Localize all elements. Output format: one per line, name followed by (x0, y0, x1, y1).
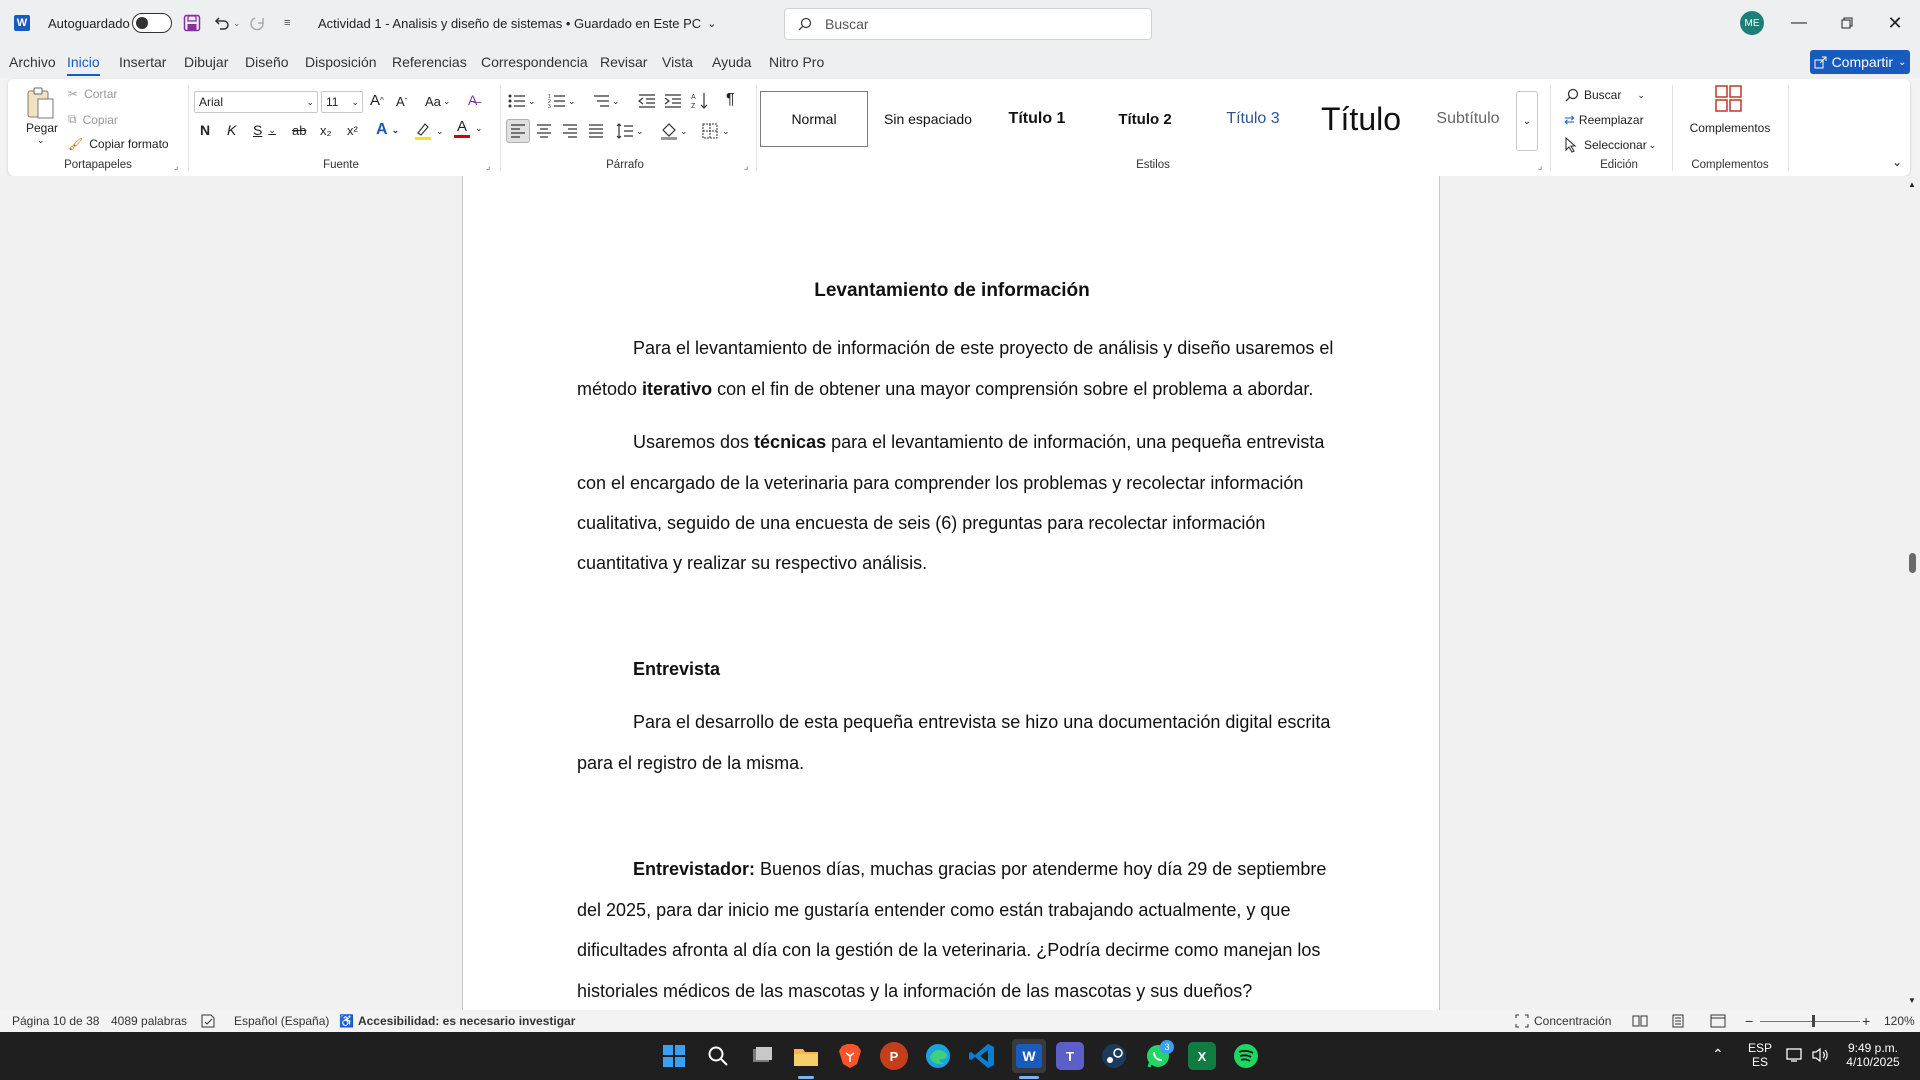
zoom-level[interactable]: 120% (1884, 1014, 1915, 1028)
accessibility-icon: ♿ (339, 1014, 354, 1028)
multilevel-list-icon (592, 93, 610, 109)
brave-icon[interactable] (836, 1042, 864, 1070)
powerpoint-icon[interactable]: P (880, 1042, 908, 1070)
collapse-ribbon-icon[interactable]: ⌄ (1892, 155, 1903, 169)
ribbon-tabs (0, 46, 1920, 78)
paste-button[interactable]: Pegar (26, 121, 59, 135)
proofing-icon[interactable] (201, 1010, 215, 1032)
save-icon[interactable] (183, 0, 201, 46)
title-bar (0, 0, 1920, 46)
text-effects-button[interactable]: A ⌄ (376, 121, 400, 138)
group-label-fuente: Fuente (323, 159, 359, 171)
tab-disposicion[interactable]: Disposición (305, 54, 377, 70)
paragraph-line: para el registro de la misma. (577, 753, 805, 773)
volume-icon[interactable] (1812, 1047, 1830, 1066)
active-indicator (798, 1076, 814, 1079)
close-button[interactable]: ✕ (1887, 12, 1903, 33)
vertical-scrollbar[interactable] (1904, 176, 1920, 1010)
highlight-button[interactable]: ⌄ (414, 121, 444, 141)
strikethrough-button[interactable]: ab (292, 123, 307, 138)
paragraph-line: Para el levantamiento de información de este proyecto de análisis y diseño usaremos el (633, 338, 1334, 358)
share-button[interactable]: Compartir ⌄ (1810, 50, 1910, 74)
paragraph-line: Usaremos dos técnicas para el levantamiento de información, una pequeña entrevista (633, 432, 1325, 452)
redo-icon[interactable] (249, 0, 267, 46)
autosave-label: Autoguardado (48, 15, 130, 31)
highlighter-icon (414, 121, 432, 141)
tab-insertar[interactable]: Insertar (119, 54, 167, 70)
status-bar (0, 1010, 1920, 1032)
active-indicator (1019, 1076, 1039, 1079)
group-label-parrafo: Párrafo (606, 159, 644, 171)
superscript-button[interactable]: x² (347, 123, 358, 138)
ribbon-separator (188, 85, 189, 171)
shrink-font-button[interactable]: A ˇ (396, 94, 408, 109)
justify-icon[interactable] (588, 124, 604, 138)
svg-text:3: 3 (548, 104, 551, 109)
print-layout-icon[interactable] (1672, 1010, 1684, 1032)
font-launcher-icon[interactable]: ⌟ (486, 161, 491, 171)
minimize-button[interactable]: — (1791, 14, 1807, 31)
task-view-icon[interactable] (748, 1042, 776, 1070)
style-sin-espaciado[interactable]: Sin espaciado (884, 111, 972, 127)
tab-vista[interactable]: Vista (662, 54, 693, 70)
steam-icon[interactable] (1100, 1042, 1128, 1070)
numbering-icon (548, 93, 566, 109)
paragraph-line: cualitativa, seguido de una encuesta de seis (6) preguntas para recolectar información (577, 513, 1266, 533)
clear-formatting-icon[interactable]: A̶ (468, 92, 478, 108)
style-titulo-1[interactable]: Título 1 (1008, 110, 1066, 127)
accessibility-status[interactable]: ♿ Accesibilidad: es necesario investigar (339, 1014, 576, 1028)
ribbon-separator (756, 85, 757, 171)
align-left-icon (510, 124, 526, 138)
bullets-button[interactable]: ⌄ (508, 93, 536, 109)
line-spacing-button[interactable]: ⌄ (616, 123, 644, 139)
style-titulo-2[interactable]: Título 2 (1118, 110, 1172, 128)
bullets-icon (508, 93, 526, 109)
share-icon (1814, 56, 1827, 69)
svg-text:1: 1 (548, 94, 551, 100)
zoom-slider[interactable] (1760, 1010, 1860, 1032)
line-spacing-icon (616, 123, 634, 139)
group-label-edicion: Edición (1600, 159, 1638, 171)
cursor-icon (1564, 137, 1578, 153)
decrease-indent-icon[interactable] (638, 93, 656, 109)
avatar[interactable]: ME (1740, 11, 1764, 35)
grow-font-button[interactable]: A ^ (370, 92, 384, 109)
file-explorer-icon[interactable] (792, 1042, 820, 1070)
restore-button[interactable] (1824, 0, 1870, 46)
ribbon (8, 79, 1910, 176)
excel-icon[interactable]: X (1188, 1042, 1216, 1070)
word-taskbar-button[interactable] (1012, 1039, 1046, 1073)
autosave-toggle[interactable] (132, 0, 172, 46)
input-language[interactable]: ESP ES (1747, 1041, 1772, 1069)
numbering-button[interactable]: 1 2 3 ⌄ (548, 94, 576, 109)
style-titulo-3[interactable]: Título 3 (1226, 110, 1280, 127)
tab-correspondencia[interactable]: Correspondencia (481, 54, 588, 70)
word-count[interactable]: 4089 palabras (111, 1014, 188, 1028)
taskbar (0, 1032, 1920, 1080)
word-app-icon: W (14, 0, 30, 46)
paragraph-line: del 2025, para dar inicio me gustaría entender como están trabajando actualmente, y que (577, 900, 1291, 920)
scroll-down-icon[interactable]: ▼ (1908, 996, 1916, 1005)
web-layout-icon[interactable] (1710, 1010, 1726, 1032)
tab-revisar[interactable]: Revisar (600, 54, 648, 70)
ribbon-separator (1550, 85, 1551, 171)
format-painter-button[interactable]: 🖌 Copiar formato (68, 137, 169, 151)
styles-gallery-expand-icon[interactable]: ⌄ (1516, 91, 1538, 151)
paragraph-line: historiales médicos de las mascotas y la información de las mascotas y sus dueños? (577, 981, 1253, 1001)
search-input[interactable]: Buscar (784, 8, 1152, 40)
clipboard-launcher-icon[interactable]: ⌟ (174, 161, 179, 171)
paragraph-line: Entrevistador: Buenos días, muchas gracias por atenderme hoy día 29 de septiembre (633, 859, 1327, 879)
increase-indent-icon[interactable] (664, 93, 682, 109)
document-title[interactable]: Actividad 1 - Analisis y diseño de sistemas • Guardado en Este PC ⌄ (318, 15, 717, 31)
addins-icon[interactable] (1715, 85, 1743, 113)
group-label-estilos: Estilos (1136, 159, 1170, 171)
page-count[interactable]: Página 10 de 38 (12, 1014, 100, 1028)
paragraph-line: cuantitativa y realizar su respectivo análisis. (577, 553, 928, 573)
zoom-out-button[interactable]: − (1745, 1013, 1754, 1029)
tab-nitro-pro[interactable]: Nitro Pro (769, 54, 825, 70)
search-icon[interactable] (704, 1042, 732, 1070)
paste-icon[interactable] (24, 87, 58, 121)
language-status[interactable]: Español (España) (234, 1014, 330, 1028)
customize-quick-access-icon[interactable]: ≡ (284, 17, 291, 29)
scrollbar-thumb[interactable] (1909, 553, 1916, 573)
style-titulo[interactable]: Título (1320, 100, 1402, 137)
styles-launcher-icon[interactable]: ⌟ (1538, 161, 1543, 171)
focus-icon (1515, 1014, 1529, 1028)
tab-dibujar[interactable]: Dibujar (184, 54, 229, 70)
multilevel-list-button[interactable]: ⌄ (592, 93, 620, 109)
svg-text:2: 2 (548, 99, 551, 105)
teams-icon[interactable]: T (1056, 1042, 1084, 1070)
font-name-select[interactable]: Arial ⌄ (194, 91, 318, 113)
paint-bucket-icon (660, 122, 678, 140)
svg-text:Z: Z (691, 103, 696, 110)
tab-archivo[interactable]: Archivo (9, 54, 56, 70)
svg-text:A: A (691, 94, 696, 101)
style-subtitulo[interactable]: Subtítulo (1436, 110, 1500, 127)
focus-mode-button[interactable]: Concentración (1515, 1010, 1611, 1032)
font-size-select[interactable]: 11 ⌄ (321, 91, 363, 113)
document-area (0, 176, 1920, 1010)
align-right-icon[interactable] (562, 124, 578, 138)
paragraph-line: método iterativo con el fin de obtener una mayor comprensión sobre el problema a abordar. (577, 379, 1314, 399)
underline-button[interactable]: S ⌄ (253, 122, 276, 138)
network-icon[interactable] (1786, 1047, 1804, 1066)
copy-button[interactable]: ⧉ Copiar (68, 112, 118, 127)
tab-inicio[interactable]: Inicio (67, 46, 100, 78)
select-button[interactable]: Seleccionar ⌄ (1564, 137, 1656, 153)
paragraph-line: dificultades afronta al día con la gestión de la veterinaria. ¿Podría decirme como manejan los (577, 940, 1321, 960)
find-button[interactable]: Buscar ⌄ (1564, 87, 1645, 103)
italic-button[interactable]: K (227, 122, 237, 138)
borders-button[interactable]: ⌄ (702, 123, 730, 139)
scroll-up-icon[interactable]: ▲ (1908, 180, 1916, 189)
replace-button[interactable]: ⇄ Reemplazar (1564, 112, 1644, 127)
tab-ayuda[interactable]: Ayuda (712, 54, 752, 70)
tab-referencias[interactable]: Referencias (392, 54, 467, 70)
search-icon (1564, 87, 1580, 103)
undo-icon[interactable] (212, 0, 230, 46)
undo-dropdown-icon[interactable]: ⌄ (233, 17, 241, 28)
cut-button[interactable]: ✂ Cortar (68, 87, 118, 101)
font-color-button[interactable]: A (454, 119, 470, 138)
bold-button[interactable]: N (200, 122, 211, 138)
tab-diseno[interactable]: Diseño (245, 54, 289, 70)
align-left-button[interactable] (506, 119, 530, 143)
vscode-icon[interactable] (968, 1042, 996, 1070)
paste-dropdown-icon[interactable]: ⌄ (37, 135, 45, 145)
notification-badge: 3 (1160, 1040, 1174, 1054)
edge-icon[interactable] (924, 1042, 952, 1070)
clock[interactable]: 9:49 p.m. 4/10/2025 (1846, 1041, 1900, 1069)
word-icon: W (1016, 1044, 1042, 1068)
borders-icon (702, 123, 718, 139)
zoom-in-button[interactable]: + (1862, 1013, 1871, 1029)
search-icon (797, 16, 813, 32)
font-color-dropdown-icon[interactable]: ⌄ (475, 123, 483, 133)
paragraph-line: con el encargado de la veterinaria para comprender los problemas y recolectar información (577, 473, 1304, 493)
document-page[interactable] (462, 176, 1440, 1010)
spotify-icon[interactable] (1232, 1042, 1260, 1070)
start-icon[interactable] (660, 1042, 688, 1070)
paragraph-launcher-icon[interactable]: ⌟ (744, 161, 749, 171)
paragraph-line: Para el desarrollo de esta pequeña entrevista se hizo una documentación digital escrita (633, 712, 1331, 732)
style-normal[interactable]: Normal (760, 91, 868, 147)
show-marks-button[interactable]: ¶ (726, 91, 735, 108)
tray-overflow-icon[interactable]: ⌃ (1712, 1046, 1724, 1062)
replace-icon: ⇄ (1564, 112, 1575, 127)
addins-button[interactable]: Complementos (1689, 121, 1771, 135)
document-subheading: Entrevista (633, 659, 721, 679)
document-heading: Levantamiento de información (814, 280, 1090, 301)
align-center-icon[interactable] (536, 124, 552, 138)
ribbon-separator (500, 85, 501, 171)
subscript-button[interactable]: x₂ (320, 123, 332, 138)
change-case-button[interactable]: Aa ⌄ (425, 94, 451, 109)
group-label-complementos: Complementos (1691, 159, 1769, 171)
ribbon-separator (1672, 85, 1673, 171)
ribbon-separator (1788, 85, 1789, 171)
group-label-portapapeles: Portapapeles (64, 159, 132, 171)
sort-icon[interactable] (690, 91, 710, 111)
shading-button[interactable]: ⌄ (660, 122, 688, 140)
read-mode-icon[interactable] (1632, 1010, 1648, 1032)
